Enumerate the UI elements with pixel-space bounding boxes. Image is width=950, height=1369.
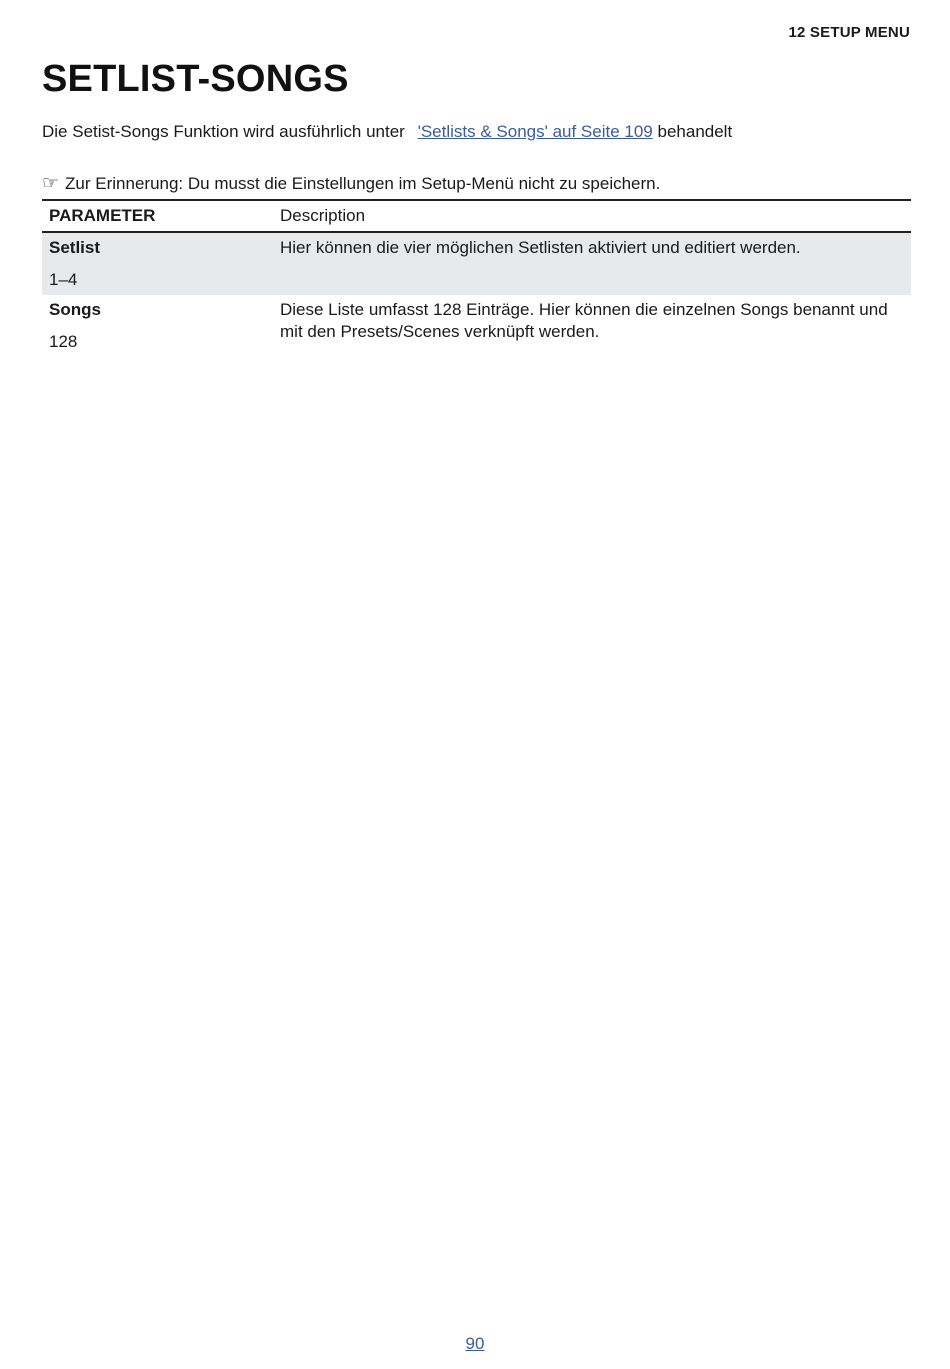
parameter-cell bbox=[42, 295, 273, 357]
pointing-hand-icon: ☞ bbox=[42, 172, 60, 194]
parameter-column-header: PARAMETER bbox=[42, 200, 273, 232]
table-row-setlist bbox=[42, 232, 911, 295]
description-column-header: Description bbox=[273, 200, 911, 232]
intro-paragraph bbox=[42, 122, 732, 142]
parameter-name: Setlist bbox=[49, 238, 101, 257]
page-title: SETLIST-SONGS bbox=[42, 58, 349, 100]
setlists-songs-link[interactable]: 'Setlists & Songs' auf Seite 109 bbox=[417, 122, 653, 141]
description-cell: Diese Liste umfasst 128 Einträge. Hier können die einzelnen Songs benannt und mit den Presets/Scenes verknüpft werden. bbox=[280, 300, 888, 341]
intro-text: Die Setist-Songs Funktion wird ausführlich unter bbox=[42, 122, 405, 141]
parameter-range: 1–4 bbox=[49, 270, 78, 289]
table-header-row bbox=[42, 200, 911, 232]
parameter-range: 128 bbox=[49, 332, 78, 351]
reminder-note-text: Zur Erinnerung: Du musst die Einstellungen im Setup-Menü nicht zu speichern. bbox=[65, 174, 661, 193]
parameter-name: Songs bbox=[49, 300, 101, 319]
intro-text-after: behandelt bbox=[657, 122, 733, 141]
table-row-songs bbox=[42, 295, 911, 357]
chapter-header: 12 SETUP MENU bbox=[788, 24, 910, 41]
page-number-link[interactable]: 90 bbox=[465, 1334, 485, 1353]
description-cell: Hier können die vier möglichen Setlisten aktiviert und editiert werden. bbox=[273, 232, 911, 295]
reminder-note bbox=[42, 172, 660, 194]
page-number bbox=[0, 1334, 950, 1354]
parameter-cell bbox=[42, 232, 273, 295]
parameter-table bbox=[42, 199, 911, 357]
